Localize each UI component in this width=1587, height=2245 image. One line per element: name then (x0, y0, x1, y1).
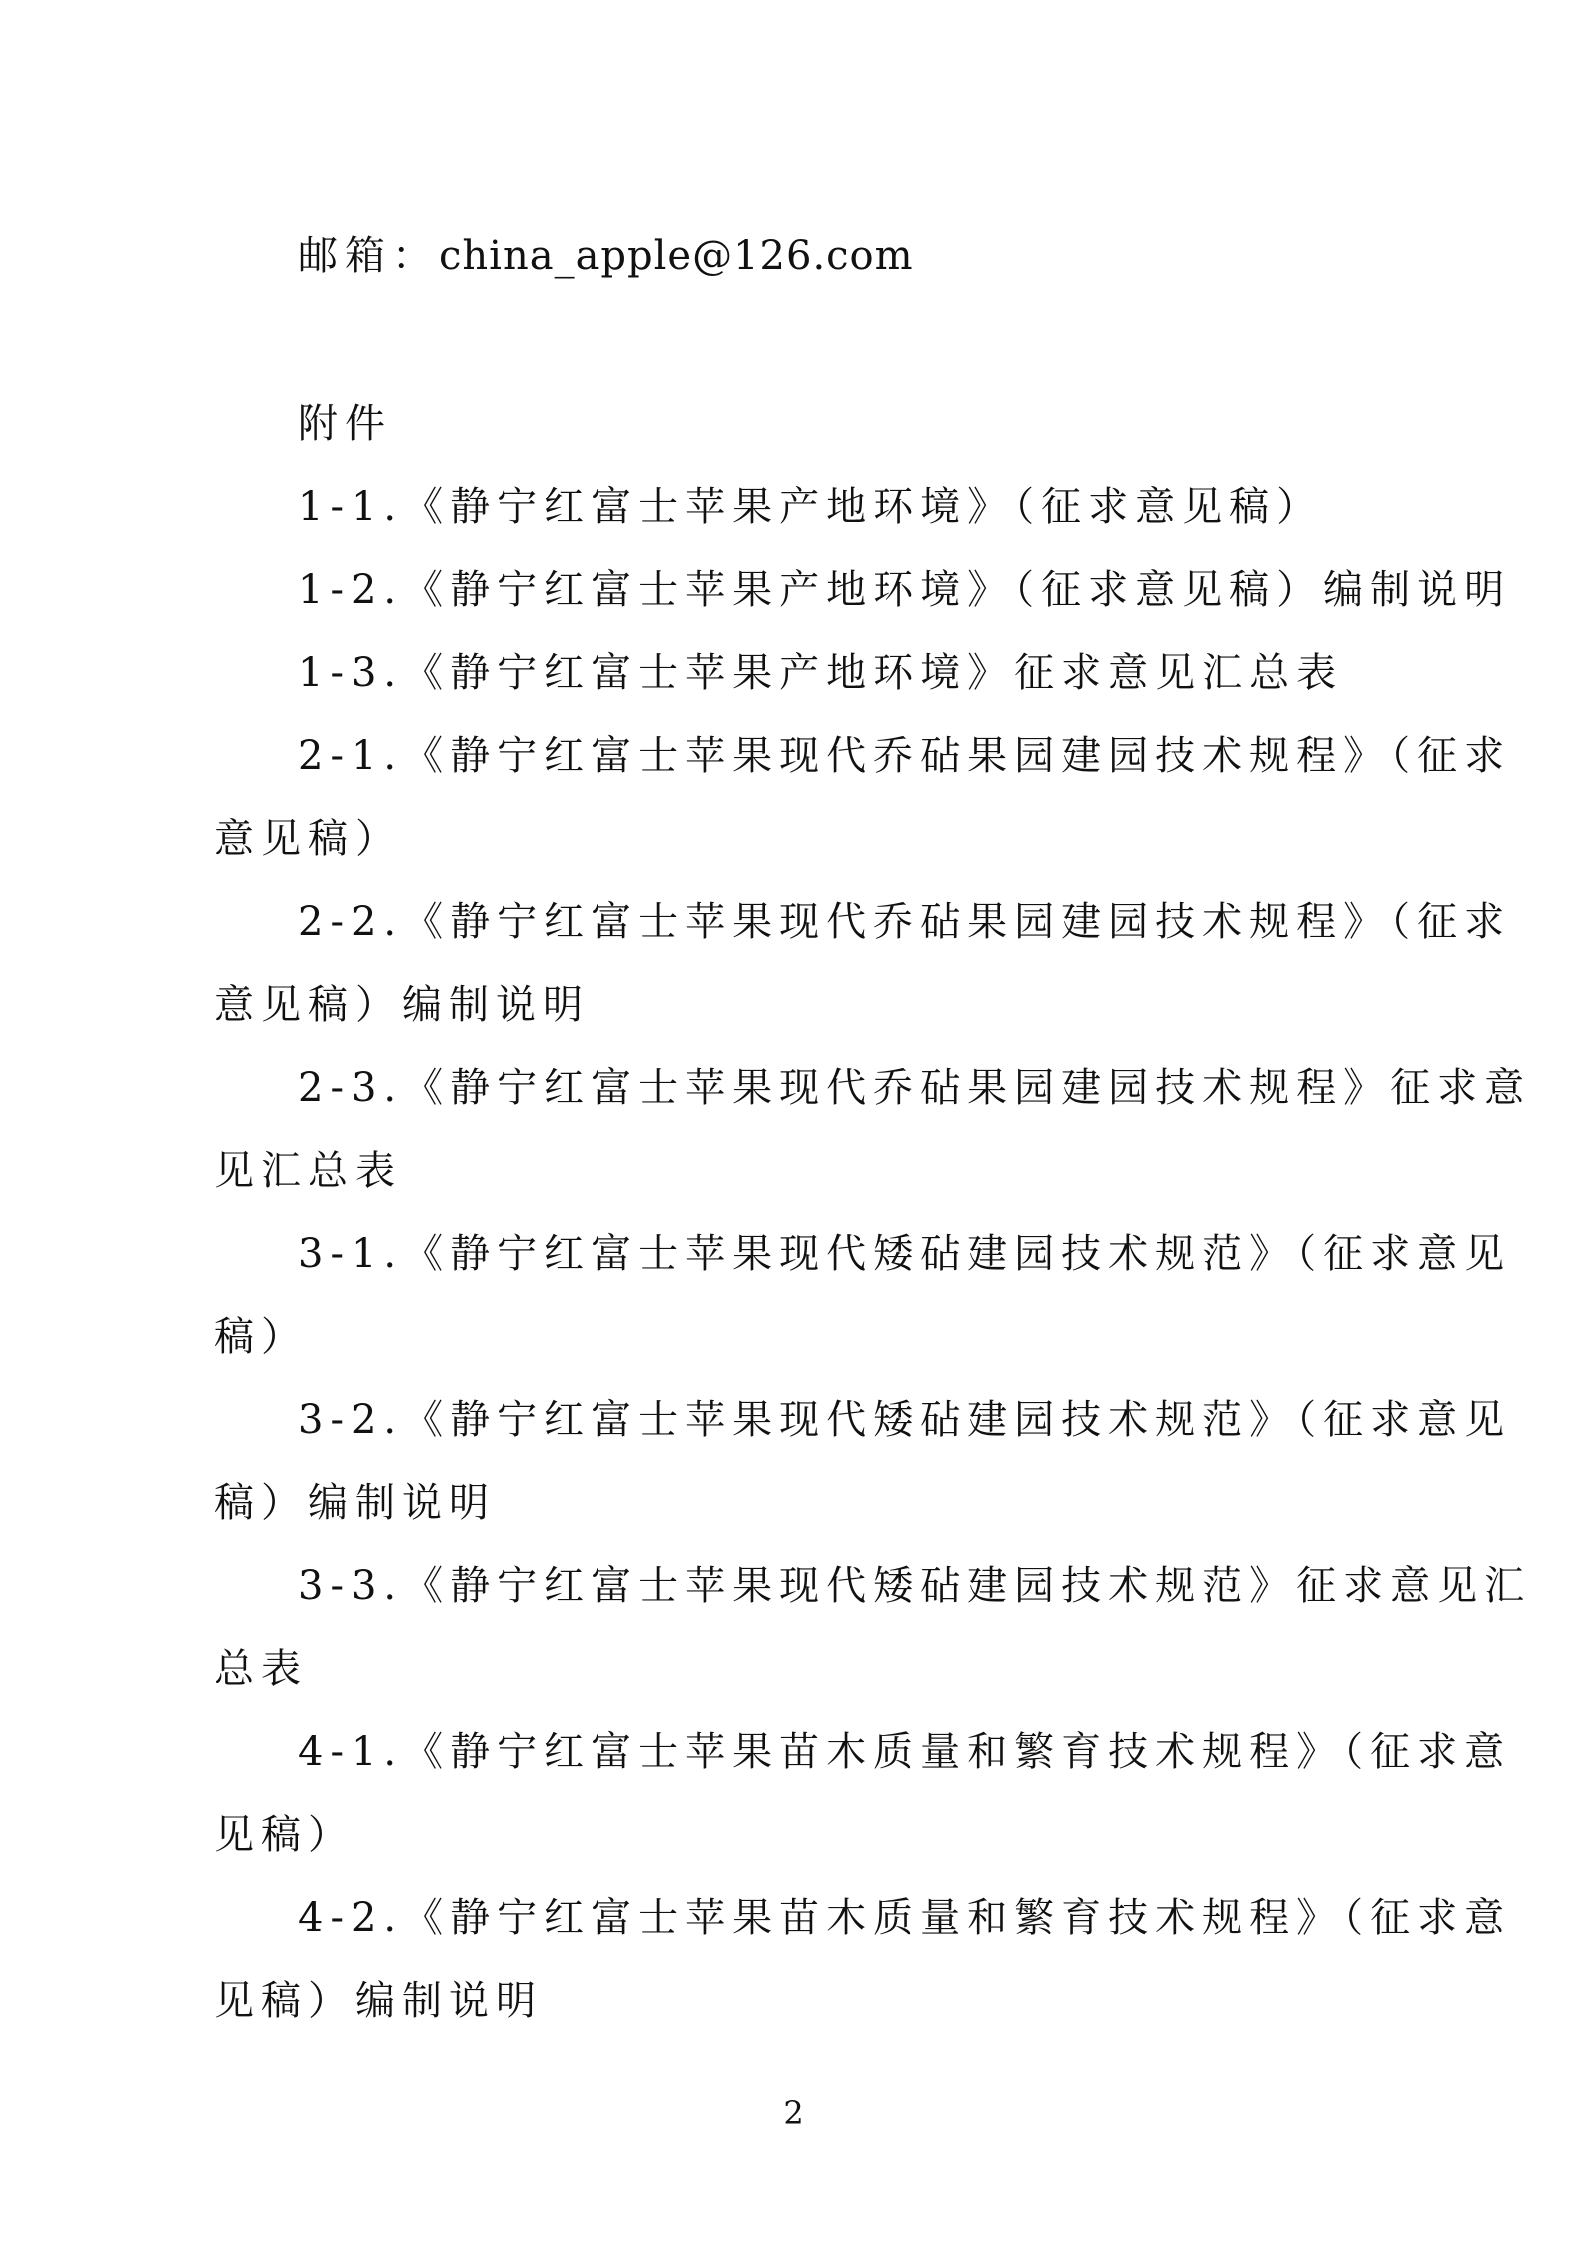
attachment-line: 1-2.《静宁红富士苹果产地环境》（征求意见稿）编制说明 (298, 567, 1512, 613)
attachment-line: 4-2.《静宁红富士苹果苗木质量和繁育技术规程》（征求意 (298, 1895, 1512, 1941)
attachment-line-continuation: 见稿） (214, 1812, 355, 1858)
attachment-line-continuation: 意见稿）编制说明 (214, 982, 590, 1028)
attachment-line: 2-2.《静宁红富士苹果现代乔砧果园建园技术规程》（征求 (298, 899, 1512, 945)
attachment-line-continuation: 稿） (214, 1314, 308, 1360)
attachment-line: 2-1.《静宁红富士苹果现代乔砧果园建园技术规程》（征求 (298, 733, 1512, 779)
attachment-line-continuation: 见汇总表 (214, 1148, 402, 1194)
email-line (298, 232, 914, 280)
attachment-line: 3-2.《静宁红富士苹果现代矮砧建园技术规范》（征求意见 (298, 1397, 1512, 1443)
attachment-line-continuation: 意见稿） (214, 816, 402, 862)
email-label: 邮箱： (298, 233, 439, 279)
page-number: 2 (783, 2094, 804, 2132)
attachment-line-continuation: 总表 (214, 1646, 308, 1692)
attachments-heading: 附件 (298, 401, 392, 447)
attachment-line: 3-1.《静宁红富士苹果现代矮砧建园技术规范》（征求意见 (298, 1231, 1512, 1277)
attachment-line: 1-1.《静宁红富士苹果产地环境》（征求意见稿） (298, 484, 1324, 530)
attachment-line-continuation: 稿）编制说明 (214, 1480, 496, 1526)
email-address: china_apple@126.com (439, 233, 914, 279)
attachment-line: 4-1.《静宁红富士苹果苗木质量和繁育技术规程》（征求意 (298, 1729, 1512, 1775)
attachment-line: 2-3.《静宁红富士苹果现代乔砧果园建园技术规程》征求意 (298, 1065, 1532, 1111)
attachment-line: 1-3.《静宁红富士苹果产地环境》征求意见汇总表 (298, 650, 1344, 696)
attachment-line-continuation: 见稿）编制说明 (214, 1978, 543, 2024)
attachment-line: 3-3.《静宁红富士苹果现代矮砧建园技术规范》征求意见汇 (298, 1563, 1532, 1609)
